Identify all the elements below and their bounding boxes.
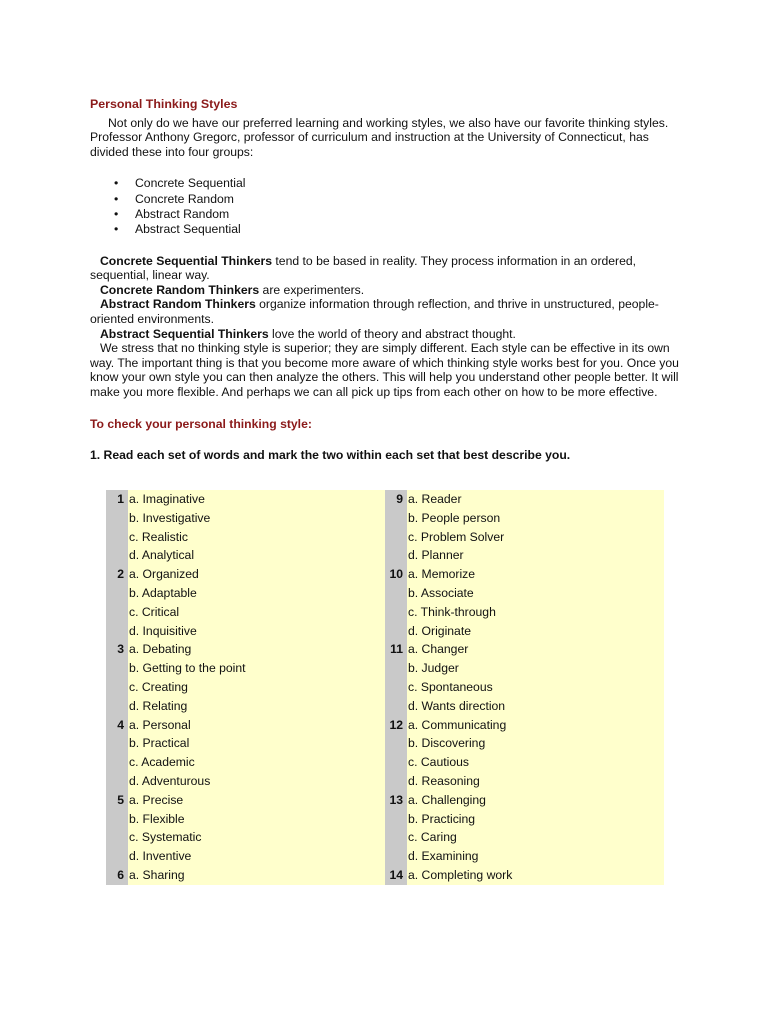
word-option: c. Caring [408, 830, 457, 845]
word-option: b. Getting to the point [129, 661, 246, 676]
instruction-text: 1. Read each set of words and mark the two within each set that best describe you. [90, 448, 571, 463]
word-option: c. Problem Solver [408, 529, 505, 544]
right-word-column [385, 490, 664, 885]
set-number: 1 [117, 492, 124, 506]
word-option: c. Critical [129, 604, 180, 619]
word-option: d. Inquisitive [129, 623, 197, 638]
set-number [385, 584, 407, 603]
description-term: Concrete Random Thinkers [100, 282, 260, 297]
set-number [385, 753, 407, 772]
right-number-column [385, 490, 407, 885]
set-number [106, 528, 128, 547]
word-option: c. Cautious [408, 755, 469, 770]
set-number: 9 [396, 492, 403, 506]
intro-paragraph: Not only do we have our preferred learning and working styles, we also have our favorite thinking styles. Professor Anthony Gregorc, professor of curriculum and instruction at the University of Connecticut, has divided these into four groups: [90, 115, 669, 159]
set-number [385, 697, 407, 716]
set-number [385, 772, 407, 791]
word-option: c. Realistic [129, 529, 188, 544]
page-title: Personal Thinking Styles [90, 97, 238, 111]
left-number-column [106, 490, 128, 885]
group-label: Abstract Random [135, 206, 230, 221]
word-option: d. Adventurous [129, 773, 211, 788]
set-number: 4 [117, 717, 124, 732]
set-number: 10 [389, 567, 403, 582]
group-label: Concrete Random [135, 191, 234, 206]
document-body [90, 97, 680, 463]
word-option: b. People person [408, 510, 501, 525]
list-item [90, 176, 680, 191]
set-number [106, 847, 128, 866]
word-option: d. Reasoning [408, 773, 480, 788]
word-option: c. Spontaneous [408, 679, 493, 694]
set-number [385, 810, 407, 829]
description-term: Concrete Sequential Thinkers [100, 253, 273, 268]
word-option: d. Inventive [129, 849, 192, 864]
check-style-heading: To check your personal thinking style: [90, 416, 312, 431]
bullet-icon: • [114, 206, 119, 221]
description-concrete-sequential [90, 254, 680, 283]
word-option: b. Practicing [408, 811, 476, 826]
left-words-column [128, 490, 385, 885]
word-option: b. Associate [408, 585, 474, 600]
description-abstract-sequential [90, 327, 680, 342]
group-label: Abstract Sequential [135, 222, 241, 237]
list-item [90, 192, 680, 207]
word-option: a. Organized [129, 567, 199, 582]
set-number: 11 [390, 642, 403, 657]
description-text: love the world of theory and abstract thought. [268, 326, 516, 341]
word-option: a. Communicating [408, 717, 507, 732]
word-option: c. Think-through [408, 604, 496, 619]
right-words-column [407, 490, 664, 885]
description-text: tend to be based in reality. They process information in an ordered, sequential, linear way. [90, 253, 637, 283]
word-option: b. Practical [129, 736, 190, 751]
set-number: 2 [117, 567, 124, 582]
bullet-icon: • [114, 191, 119, 206]
word-option: a. Memorize [408, 567, 476, 582]
closing-paragraph: We stress that no thinking style is superior; they are simply different. Each style can be effective in its own way. The important thing is that you become more aware of which thinking style works best for you. Once you know your own style you can then analyze the others. This will help you understand other people better. It will make you more flexible. And perhaps we can all pick up tips from each other on how to be more effective. [90, 341, 679, 399]
set-number [106, 828, 128, 847]
set-number [106, 697, 128, 716]
word-option: a. Challenging [408, 792, 486, 807]
word-option: a. Debating [129, 642, 192, 657]
left-word-column [106, 490, 385, 885]
set-number [385, 546, 407, 565]
description-term: Abstract Random Thinkers [100, 297, 256, 312]
set-number [106, 734, 128, 753]
thinking-groups-list [90, 176, 680, 237]
word-option: c. Systematic [129, 830, 202, 845]
set-number: 3 [117, 642, 124, 657]
word-option: a. Sharing [129, 867, 185, 882]
word-option: a. Imaginative [129, 492, 205, 506]
set-number [385, 847, 407, 866]
word-option: c. Academic [129, 755, 195, 770]
set-number [106, 810, 128, 829]
word-option: d. Examining [408, 849, 479, 864]
word-option: a. Reader [408, 492, 462, 506]
description-text: are experimenters. [259, 282, 365, 297]
list-item [90, 222, 680, 237]
set-number [385, 603, 407, 622]
bullet-icon: • [114, 176, 119, 191]
set-number [385, 659, 407, 678]
set-number [385, 509, 407, 528]
description-abstract-random [90, 297, 680, 326]
set-number: 5 [117, 792, 124, 807]
word-option: b. Investigative [129, 510, 211, 525]
set-number [385, 828, 407, 847]
bullet-icon: • [114, 222, 119, 237]
word-option: a. Changer [408, 642, 469, 657]
word-option: d. Originate [408, 623, 472, 638]
set-number [106, 753, 128, 772]
set-number [385, 734, 407, 753]
word-option: d. Planner [408, 548, 464, 563]
set-number: 13 [389, 792, 403, 807]
set-number: 6 [117, 867, 124, 882]
word-option: a. Personal [129, 717, 191, 732]
word-sets-table [106, 490, 664, 885]
word-option: c. Creating [129, 679, 188, 694]
word-option: a. Precise [129, 792, 184, 807]
set-number [106, 622, 128, 641]
set-number [385, 622, 407, 641]
set-number: 14 [389, 867, 403, 882]
set-number [106, 546, 128, 565]
word-option: a. Completing work [408, 867, 513, 882]
set-number [106, 659, 128, 678]
set-number [385, 678, 407, 697]
word-option: d. Wants direction [408, 698, 506, 713]
set-number [106, 509, 128, 528]
word-option: d. Relating [129, 698, 188, 713]
description-text: organize information through reflection, and thrive in unstructured, people-oriented environments. [90, 297, 659, 326]
description-concrete-random [90, 283, 680, 298]
word-option: b. Discovering [408, 736, 486, 751]
word-option: b. Judger [408, 661, 459, 676]
set-number: 12 [389, 717, 403, 732]
set-number [106, 772, 128, 791]
word-option: d. Analytical [129, 548, 195, 563]
word-option: b. Flexible [129, 811, 185, 826]
set-number [106, 584, 128, 603]
set-number [106, 603, 128, 622]
word-option: b. Adaptable [129, 585, 197, 600]
style-descriptions [90, 254, 680, 400]
group-label: Concrete Sequential [135, 176, 246, 191]
set-number [385, 528, 407, 547]
description-term: Abstract Sequential Thinkers [100, 326, 269, 341]
set-number [106, 678, 128, 697]
list-item [90, 207, 680, 222]
